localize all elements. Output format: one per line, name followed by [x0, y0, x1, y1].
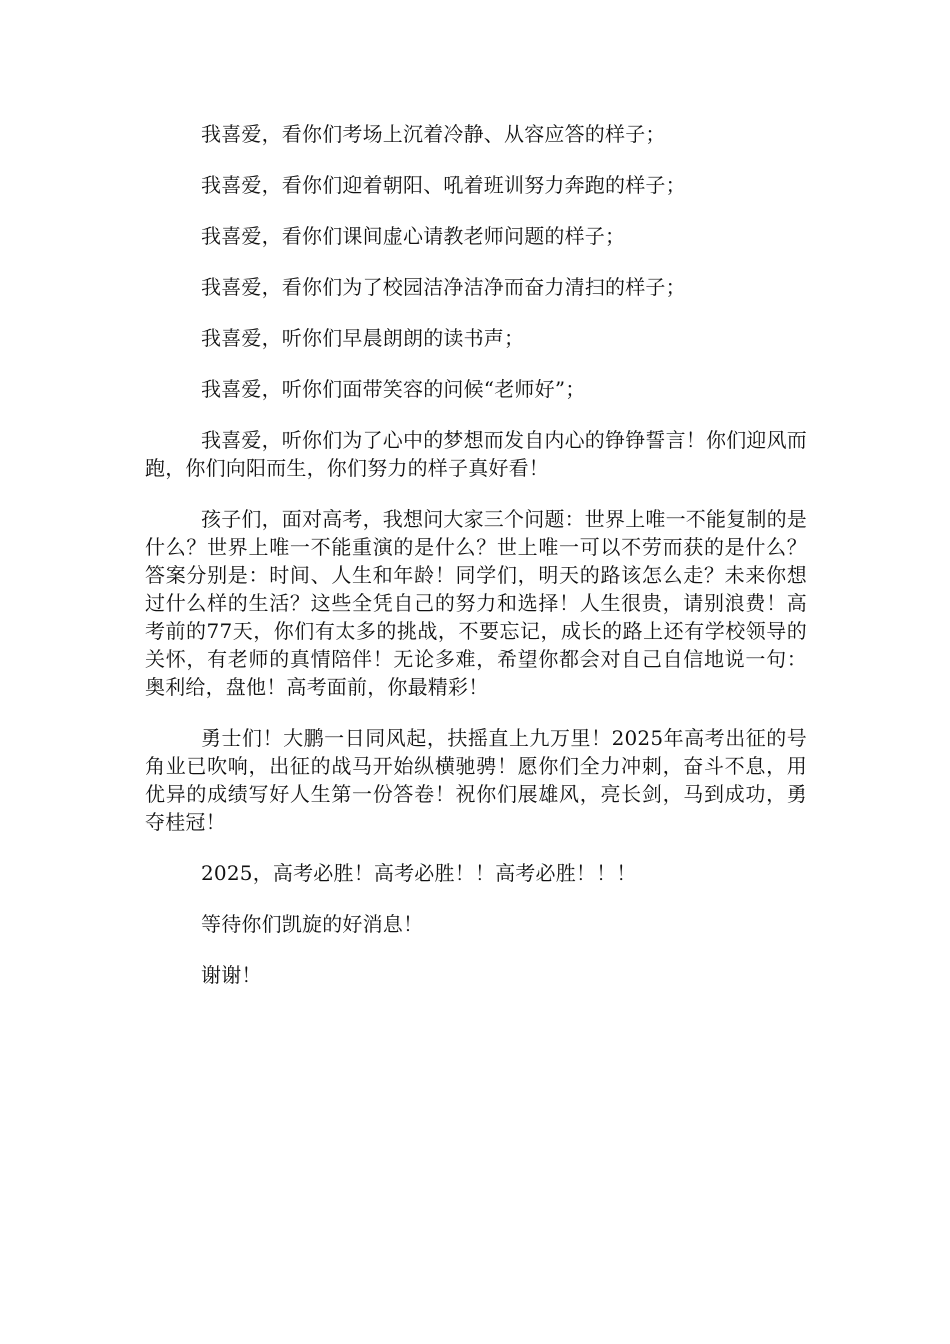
paragraph-9: 勇士们！大鹏一日同风起，扶摇直上九万里！2025年高考出征的号角业已吹响，出征的战马开始纵横驰骋！愿你们全力冲刺，奋斗不息，用优异的成绩写好人生第一份答卷！祝你们展雄风，亮长剑，马到成功，勇夺桂冠！ — [145, 726, 807, 834]
paragraph-8: 孩子们，面对高考，我想问大家三个问题：世界上唯一不能复制的是什么？世界上唯一不能重演的是什么？世上唯一可以不劳而获的是什么？答案分别是：时间、人生和年龄！同学们，明天的路该怎么走？未来你想过什么样的生活？这些全凭自己的努力和选择！人生很贵，请别浪费！高考前的77天，你们有太多的挑战，不要忘记，成长的路上还有学校领导的关怀，有老师的真情陪伴！无论多难，希望你都会对自己自信地说一句：奥利给，盘他！高考面前，你最精彩！ — [145, 507, 807, 699]
paragraph-4: 我喜爱，看你们为了校园洁净洁净而奋力清扫的样子； — [201, 275, 686, 299]
paragraph-6: 我喜爱，听你们面带笑容的问候“老师好”； — [201, 377, 586, 401]
paragraph-2: 我喜爱，看你们迎着朝阳、吼着班训努力奔跑的样子； — [201, 173, 686, 197]
paragraph-1: 我喜爱，看你们考场上沉着冷静、从容应答的样子； — [201, 122, 666, 146]
paragraph-5: 我喜爱，听你们早晨朗朗的读书声； — [201, 326, 525, 350]
paragraph-7: 我喜爱，听你们为了心中的梦想而发自内心的铮铮誓言！你们迎风而跑，你们向阳而生，你们努力的样子真好看！ — [145, 428, 807, 480]
paragraph-11: 等待你们凯旋的好消息！ — [201, 912, 424, 936]
paragraph-10: 2025，高考必胜！高考必胜！！高考必胜！！！ — [201, 861, 637, 885]
paragraph-12: 谢谢！ — [201, 963, 262, 987]
document-body — [145, 120, 807, 1012]
paragraph-3: 我喜爱，看你们课间虚心请教老师问题的样子； — [201, 224, 626, 248]
